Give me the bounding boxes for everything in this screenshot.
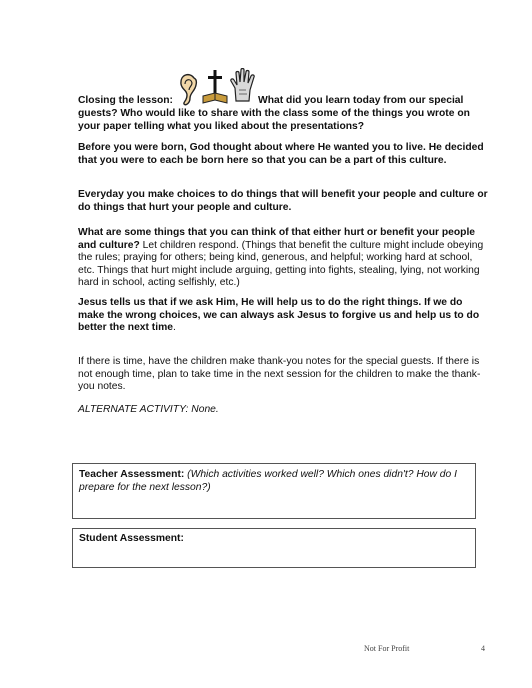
teacher-assessment-text <box>79 469 469 494</box>
closing-label: Closing the lesson: <box>78 95 173 106</box>
paragraph-thank-you: If there is time, have the children make thank-you notes for the special guests. If there is not enough time, plan to take time in the next session for the children to make the thank-you notes. <box>78 356 481 393</box>
cross-book-icon <box>202 70 228 106</box>
page-number: 4 <box>481 644 485 653</box>
alternate-activity: ALTERNATE ACTIVITY: None. <box>78 404 219 415</box>
hand-icon <box>230 68 256 102</box>
paragraph-jesus <box>78 297 490 335</box>
paragraph-what-things <box>78 227 490 290</box>
jesus-end: . <box>172 322 176 334</box>
footer-note: Not For Profit <box>364 644 410 653</box>
closing-question-rest: guests? Who would like to share with the class some of the things you wrote on your paper telling what you liked about the presentations? <box>78 108 470 132</box>
ear-icon <box>178 72 200 106</box>
jesus-text: Jesus tells us that if we ask Him, He will help us to do the right things. If we do make the wrong choices, we can always ask Jesus to forgive us and help us to do better the next time <box>78 297 480 334</box>
paragraph-everyday: Everyday you make choices to do things that will benefit your people and culture or do things that hurt your people and culture. <box>78 189 488 213</box>
student-assessment-title: Student Assessment: <box>79 533 184 544</box>
student-assessment-box[interactable] <box>72 528 476 568</box>
what-things-question: What are some things that you can think of that either hurt or benefit your people and culture? <box>78 227 476 251</box>
teacher-assessment-prompt: (Which activities worked well? Which ones didn't? How do I prepare for the next lesson?) <box>79 469 457 493</box>
closing-section <box>78 68 490 108</box>
closing-question-line1: What did you learn today from our special <box>258 95 464 106</box>
closing-icons <box>178 68 258 108</box>
what-things-instructions: Let children respond. (Things that benefit the culture might include obeying the rules; praying for others; being kind, generous, and helpful; working hard at school, etc. Things that hurt might include arguing, getting into fights, stealing, lying, not working hard in school, acting selfishly, etc.) <box>78 239 484 289</box>
teacher-assessment-title: Teacher Assessment: <box>79 469 185 480</box>
teacher-assessment-box[interactable] <box>72 463 476 519</box>
paragraph-before-born: Before you were born, God thought about where He wanted you to live. He decided that you were to each be born here so that you can be a part of this culture. <box>78 142 484 166</box>
